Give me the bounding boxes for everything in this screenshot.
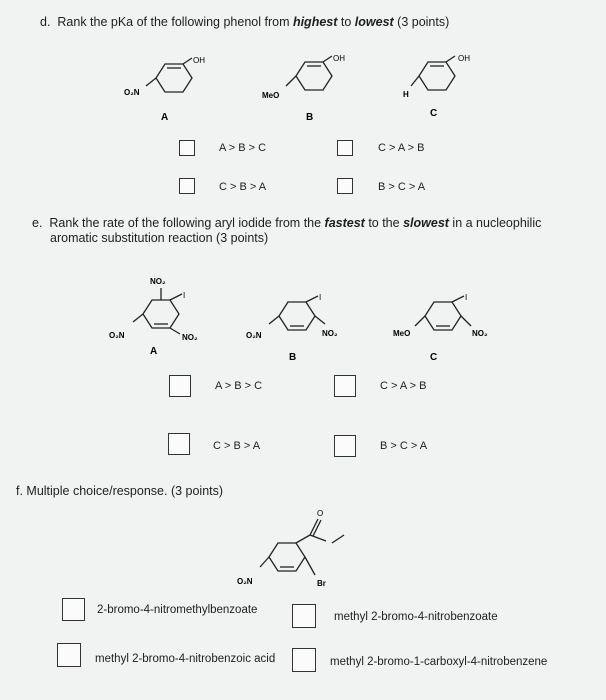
question-d-option-4-checkbox[interactable] (337, 178, 353, 194)
phenol-c-label: C (430, 108, 438, 119)
question-e-option-4-label: B > C > A (380, 440, 428, 452)
question-e-option-2-label: C > A > B (380, 380, 427, 392)
phenol-c-substituent: H (403, 90, 409, 99)
aryl-iodide-a-label: A (150, 346, 158, 357)
question-f-option-1-checkbox[interactable] (62, 598, 85, 621)
phenol-b-label: B (306, 112, 314, 123)
question-f-option-4-checkbox[interactable] (292, 648, 316, 672)
question-d-option-4-label: B > C > A (378, 181, 426, 193)
question-e-option-4-checkbox[interactable] (334, 435, 356, 457)
phenol-a-label: A (161, 112, 169, 123)
aryl-iodide-b-left-substituent: O₂N (246, 331, 262, 340)
question-d-option-3-checkbox[interactable] (179, 178, 195, 194)
ester-bromo-substituent: Br (317, 579, 326, 588)
question-d-option-3-label: C > B > A (219, 181, 267, 193)
phenol-a-oh-label: OH (193, 56, 205, 65)
question-e-prefix: e. (32, 216, 43, 230)
phenol-a-substituent: O₂N (124, 88, 140, 97)
aryl-iodide-a-left-substituent: O₂N (109, 331, 125, 340)
aryl-iodide-c-label: C (430, 352, 438, 363)
question-e-structures (0, 270, 606, 365)
question-d-prefix: d. (40, 15, 51, 29)
aryl-iodide-c-left-substituent: MeO (393, 329, 411, 338)
aryl-iodide-a-top-substituent: NO₂ (150, 277, 166, 286)
question-e-prompt: e. Rank the rate of the following aryl iodide from the fastest to the slowest in a nucleophilic aromatic substitution reaction (3 points) (32, 216, 542, 245)
question-f-option-2-checkbox[interactable] (292, 604, 316, 628)
question-e-option-2-checkbox[interactable] (334, 375, 356, 397)
question-d-option-2-checkbox[interactable] (337, 140, 353, 156)
phenol-c-oh-label: OH (458, 54, 470, 63)
ester-nitro-substituent: O₂N (237, 577, 253, 586)
aryl-iodide-b-right-substituent: NO₂ (322, 329, 338, 338)
aryl-iodide-a-structure (133, 288, 182, 334)
question-e-option-3-checkbox[interactable] (168, 433, 190, 455)
question-f-option-4-label: methyl 2-bromo-1-carboxyl-4-nitrobenzene (330, 656, 548, 668)
phenol-b-structure (286, 56, 332, 90)
aryl-iodide-b-iodine: I (319, 293, 322, 302)
phenol-a-structure (146, 58, 192, 92)
question-f-option-3-checkbox[interactable] (57, 643, 81, 667)
aryl-iodide-a-right-substituent: NO₂ (182, 333, 198, 342)
aryl-iodide-c-iodine: I (465, 293, 468, 302)
phenol-b-oh-label: OH (333, 54, 345, 63)
question-d-option-1-checkbox[interactable] (179, 140, 195, 156)
aryl-iodide-c-right-substituent: NO₂ (472, 329, 488, 338)
question-d-option-1-label: A > B > C (219, 142, 267, 154)
question-f-option-2-label: methyl 2-bromo-4-nitrobenzoate (334, 611, 498, 623)
question-e-option-1-label: A > B > C (215, 380, 263, 392)
phenol-c-structure (411, 56, 455, 90)
question-f-option-3-label: methyl 2-bromo-4-nitrobenzoic acid (95, 653, 276, 665)
question-d-prompt: d. Rank the pKa of the following phenol from highest to lowest (3 points) (40, 15, 450, 29)
question-d-structures (0, 40, 606, 130)
question-d-option-2-label: C > A > B (378, 142, 425, 154)
aryl-iodide-b-label: B (289, 352, 297, 363)
question-e-option-3-label: C > B > A (213, 440, 261, 452)
ester-carbonyl-oxygen: O (317, 509, 324, 518)
aryl-iodide-a-iodine: I (183, 291, 186, 300)
question-f-option-1-label: 2-bromo-4-nitromethylbenzoate (97, 604, 258, 616)
aryl-iodide-c-structure (415, 296, 471, 330)
question-e-option-1-checkbox[interactable] (169, 375, 191, 397)
aryl-iodide-b-structure (269, 296, 325, 330)
phenol-b-substituent: MeO (262, 91, 280, 100)
question-f-title: f. Multiple choice/response. (3 points) (16, 484, 224, 498)
question-f-structure (220, 505, 380, 595)
